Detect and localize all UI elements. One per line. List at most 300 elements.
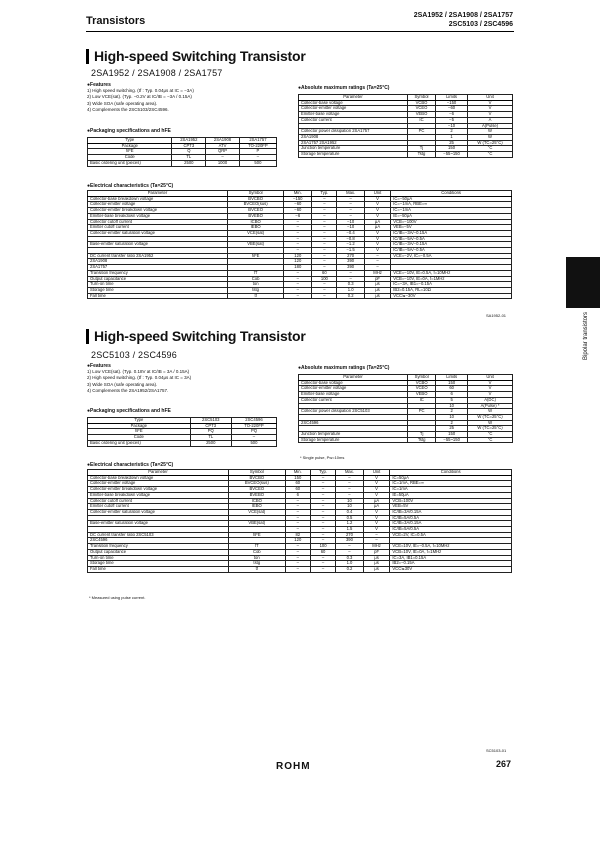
table-cell: −0.4 [337,230,364,236]
table-cell: Junction temperature [299,146,408,152]
table-cell: ton [227,282,283,288]
table-cell: – [310,481,335,487]
table-cell: VEBO [408,392,436,398]
table-cell: μA [364,219,390,225]
table-cell: A [468,117,513,123]
table-cell: – [285,561,310,567]
table-cell: W (TC=25°C) [468,140,513,146]
table-header-cell: Symbol [408,375,436,381]
table-cell: −5 [436,117,468,123]
table-cell: – [285,515,310,521]
table-cell: ton [228,555,285,561]
table-cell: IB2=−0.15A [390,561,512,567]
table-cell: – [285,521,310,527]
table-cell: – [284,242,312,248]
table-cell: IC/IB=−5A/−0.5A [391,236,512,242]
table-cell: – [364,253,390,259]
npn-electrical-note: * Measured using pulse current. [89,595,146,600]
table-cell: VCB=−100V [391,219,512,225]
table-cell: VCE=−2V, IC=−0.5A [391,253,512,259]
table-cell: P [239,149,276,155]
header-part-numbers [414,11,513,29]
table-cell: Code [88,155,172,161]
table-cell: tstg [227,287,283,293]
table-cell: 2500 [172,160,206,166]
table-cell: V [364,230,390,236]
table-cell: 1.5 [336,527,364,533]
table-cell: 150 [436,380,468,386]
table-cell: IC=−50μA [391,196,512,202]
table-cell: V [468,100,513,106]
table-cell: VBE(sat) [228,521,285,527]
table-cell: – [310,532,335,538]
table-cell: VEB=−5V [391,225,512,231]
table-cell: – [310,498,335,504]
table-header-cell: 2SA1908 [206,138,240,144]
table-cell: V [363,487,390,493]
table-cell: Emitter cutoff current [88,225,228,231]
header-divider [86,31,514,32]
table-cell: – [312,225,337,231]
table-cell: 500 [231,440,276,446]
table-header-cell: Unit [468,375,513,381]
table-cell: 0.2 [337,293,364,299]
pnp-absolute-max-table [298,94,513,158]
table-cell: VCEO [408,386,436,392]
table-cell: −60 [436,106,468,112]
table-cell: – [312,242,337,248]
table-header-cell: Unit [468,95,513,101]
table-cell: TL [172,155,206,161]
table-cell: 0.2 [336,566,364,572]
table-cell: Tstg [408,437,436,443]
table-cell: Collector cutoff current [88,219,228,225]
table-header-cell: Min. [285,470,310,476]
table-cell: IC/IB=5A/0.5A [390,515,512,521]
pnp-packaging-heading: ●Packaging specifications and hFE [87,128,171,134]
table-cell: μs [364,293,390,299]
table-cell: −55~150 [436,152,468,158]
table-cell: ICBO [227,219,283,225]
table-cell: Transition frequency [88,270,228,276]
table-cell: IC=−1mA, RBE=∞ [391,202,512,208]
table-cell: BVCEO [227,208,283,214]
table-cell: – [312,253,337,259]
table-cell: 25 [436,426,468,432]
table-cell: Collector-emitter saturation voltage [88,509,229,515]
table-cell: – [312,208,337,214]
table-cell: VCC≒−30V [391,293,512,299]
table-cell: V [363,492,390,498]
table-cell: VEBO [407,112,435,118]
table-cell: 100 [310,544,335,550]
table-header-cell: 2SC5103 [190,418,231,424]
table-header-cell: Symbol [227,191,283,197]
table-cell: 60 [436,386,468,392]
table-cell: Emitter cutoff current [88,504,229,510]
table-cell: IC=1mA [390,487,512,493]
table-cell: W [468,409,513,415]
table-cell: – [312,287,337,293]
table-cell: hFE [228,532,285,538]
table-cell: Collector-emitter voltage [299,386,408,392]
pnp-feature-4: 4) Complements the 2SC5103/2SC4596. [87,107,169,113]
table-cell: – [206,155,240,161]
table-cell: 2SA1757 2SA1952 [299,140,408,146]
table-cell: 270 [337,253,364,259]
table-cell: – [337,202,364,208]
table-cell: hFE [88,149,172,155]
table-row [88,293,512,299]
table-cell: Emitter-base breakdown voltage [88,213,228,219]
table-cell: BVCBO [228,475,285,481]
table-cell: tstg [228,561,285,567]
table-cell: Collector current [299,117,408,123]
table-cell: QRP [206,149,240,155]
table-cell: hFE [227,253,283,259]
table-cell: μA [364,225,390,231]
npn-electrical-heading: ●Electrical characteristics (Ta=25°C) [87,462,174,468]
table-cell: μs [364,287,390,293]
table-cell: IC=50μA [390,475,512,481]
table-cell: IC/IB=−3A/−0.15A [391,230,512,236]
table-cell: 2 [436,409,468,415]
table-cell: V [468,380,513,386]
table-cell: −60 [284,208,312,214]
table-cell: – [284,293,312,299]
table-cell: PC [408,409,436,415]
npn-document-code: SC5103-01 [486,748,507,753]
table-cell: ICBO [228,498,285,504]
table-cell: – [310,555,335,561]
table-cell: 2SC4596 [299,420,408,426]
table-cell: VCE=10V, IE=−0.5A, f=10MHz [390,544,512,550]
table-cell: IC/IB=3A/0.15A [390,509,512,515]
table-cell: MHz [363,544,390,550]
table-cell: V [363,515,390,521]
table-cell: – [312,196,337,202]
header-parts-line1: 2SA1952 / 2SA1908 / 2SA1757 [413,12,513,19]
pnp-packaging-table [87,137,277,167]
table-header-cell: Symbol [228,470,285,476]
pnp-feature-2: 2) Low VCE(sat). (Typ. −0.2V at IC/IB = −3A / 0.15A) [87,94,192,100]
table-cell: Collector-emitter breakdown voltage [88,208,228,214]
table-cell: Transition frequency [88,544,229,550]
table-header-cell: Parameter [299,375,408,381]
table-cell: 10 [336,504,364,510]
table-cell: 120 [285,538,310,544]
table-header-cell: 2SA1757 [239,138,276,144]
table-header-cell: 2SC4596 [231,418,276,424]
table-header-cell: Conditions [390,470,512,476]
table-cell: A(DC) [468,397,513,403]
table-cell: IE=50μA [390,492,512,498]
npn-features-heading: ●Features [87,363,111,369]
table-cell: tf [228,566,285,572]
table-cell: – [284,236,312,242]
table-header-cell: Type [88,418,191,424]
table-cell: Cob [227,276,283,282]
pnp-electrical-heading: ●Electrical characteristics (Ta=25°C) [87,183,174,189]
pnp-features-heading: ●Features [87,82,111,88]
table-cell: VCB=100V [390,498,512,504]
table-cell: VCEO [407,106,435,112]
table-header-cell: Unit [364,191,390,197]
table-cell: 60 [312,270,337,276]
table-cell: −1.5 [337,248,364,254]
table-header-cell: Type [88,138,172,144]
table-cell: 120 [284,259,312,265]
table-cell: DC current transfer ratio 2SA1952 [88,253,228,259]
table-cell: – [284,282,312,288]
table-cell: 5 [436,397,468,403]
pnp-absolute-max-heading: ●Absolute maximum ratings (Ta=25°C) [298,85,390,91]
table-cell: – [285,509,310,515]
table-cell: 0.5 [336,515,364,521]
table-cell: Collector power dissipation 2SA1757 [299,129,408,135]
table-cell: – [310,475,335,481]
table-cell: – [364,259,390,265]
table-cell: Collector-emitter voltage [88,481,229,487]
table-cell: Emitter-base voltage [299,392,408,398]
table-cell: fT [227,270,283,276]
npn-packaging-heading: ●Packaging specifications and hFE [87,408,171,414]
table-header-cell: Unit [363,470,390,476]
table-cell: μs [363,566,390,572]
table-cell: 150 [436,432,468,438]
table-cell: PQ [231,429,276,435]
table-cell: – [285,549,310,555]
table-cell: – [285,498,310,504]
table-cell: 390 [337,265,364,271]
table-cell: BVCEO(sus) [228,481,285,487]
table-cell: Emitter-base voltage [299,112,408,118]
table-cell: TO-220FP [239,143,276,149]
npn-feature-2: 2) High speed switching. (tf : Typ. 0.04μs at IC = 3A) [87,375,192,381]
table-cell: VCC≒30V [390,566,512,572]
table-cell: 0.3 [336,555,364,561]
table-cell: – [336,475,364,481]
table-cell: – [312,259,337,265]
table-header-cell: Parameter [88,191,228,197]
table-cell: Tstg [407,152,435,158]
table-cell: W (TC=25°C) [468,414,513,420]
table-cell: 2500 [190,440,231,446]
table-cell: W (TC=25°C) [468,426,513,432]
table-cell: – [310,504,335,510]
table-cell: pF [364,276,390,282]
table-cell: – [312,213,337,219]
table-cell: IC=−3A, IB1=−0.15A [391,282,512,288]
table-cell: BVEBO [227,213,283,219]
table-cell: IC/IB=3A/0.15A [390,521,512,527]
table-cell: Q [172,149,206,155]
table-cell: 6 [436,392,468,398]
table-cell: VCE=2V, IC=0.5A [390,532,512,538]
table-cell: IC/IB=5A/0.5A [390,527,512,533]
table-cell: – [363,532,390,538]
table-cell: °C [468,432,513,438]
table-cell: – [336,544,364,550]
table-cell: −150 [436,100,468,106]
table-cell: −6 [436,112,468,118]
table-cell: 2 [436,420,468,426]
table-cell: – [312,230,337,236]
table-cell: V [363,481,390,487]
table-cell: Collector-emitter breakdown voltage [88,487,229,493]
table-cell: −10 [436,123,468,129]
table-row [299,152,513,158]
table-cell: – [336,487,364,493]
table-cell: CPT3 [172,143,206,149]
table-cell: – [337,196,364,202]
table-cell: Collector cutoff current [88,498,229,504]
table-cell: – [284,230,312,236]
npn-electrical-table [87,469,512,573]
table-cell: Collector-base breakdown voltage [88,475,229,481]
table-cell: IC [407,117,435,123]
table-cell: VEB=5V [390,504,512,510]
table-cell: Storage temperature [299,437,408,443]
table-cell: V [364,196,390,202]
table-cell: – [312,219,337,225]
table-cell: 6 [285,492,310,498]
table-cell: fT [228,544,285,550]
table-cell: 150 [436,146,468,152]
table-cell: V [468,106,513,112]
pnp-title: High-speed Switching Transistor [86,49,306,64]
table-cell: W [468,420,513,426]
table-cell: 60 [285,487,310,493]
table-cell: Fall time [88,566,229,572]
table-cell: – [310,527,335,533]
table-cell: Code [88,435,191,441]
table-row [88,566,512,572]
table-cell: 10 [436,414,468,420]
table-cell: VCBO [407,100,435,106]
table-cell: °C [468,146,513,152]
table-cell: – [336,492,364,498]
table-cell: tf [227,293,283,299]
table-cell: V [363,509,390,515]
table-cell: Package [88,423,191,429]
table-cell: – [285,566,310,572]
table-cell: V [364,202,390,208]
table-cell: TO-220FP [231,423,276,429]
table-header-cell: Max. [337,191,364,197]
table-cell: – [310,509,335,515]
table-cell: – [310,561,335,567]
table-cell: Base-emitter saturation voltage [88,521,229,527]
table-cell: – [310,487,335,493]
page-number: 267 [496,759,512,769]
table-cell: 500 [239,160,276,166]
table-cell: – [284,270,312,276]
table-cell: – [284,248,312,254]
npn-feature-3: 3) Wide SOA (safe operating area). [87,381,158,387]
table-cell: A(Pulse) [468,123,513,129]
table-cell: hFE [88,429,191,435]
table-cell: Tj [407,146,435,152]
table-cell: – [363,538,390,544]
table-cell: Storage time [88,561,229,567]
pnp-feature-3: 3) Wide SOA (safe operating area). [87,100,158,106]
table-cell: 2 [436,129,468,135]
table-cell: VCB=−10V, IE=0A, f=1MHz [391,276,512,282]
table-cell: −0.8 [337,236,364,242]
table-cell: 1.2 [336,521,364,527]
table-cell: VCE=−10V, IE=0.5A, f=10MHz [391,270,512,276]
table-row [88,160,277,166]
table-cell: V [364,248,390,254]
table-cell: Output capacitance [88,276,228,282]
table-cell: IE=−50μA [391,213,512,219]
table-cell: DC current transfer ratio 2SC5103 [88,532,229,538]
table-cell: −150 [284,196,312,202]
table-cell: IC=−1mA [391,208,512,214]
table-cell: IC/IB=−3A/−0.15A [391,242,512,248]
table-cell: μs [363,555,390,561]
table-cell: – [312,265,337,271]
table-cell: 60 [285,481,310,487]
table-cell: – [312,282,337,288]
table-header-cell: Typ. [312,191,337,197]
table-cell: 1.0 [337,287,364,293]
table-cell: −1.2 [337,242,364,248]
table-cell: – [312,248,337,254]
table-cell: IC [408,397,436,403]
side-category-label: Bipolar transistors [583,311,589,360]
table-cell: IEBO [227,225,283,231]
rohm-logo: ROHM [276,761,311,772]
table-cell: IC=1mA, RBE=∞ [390,481,512,487]
table-cell: Output capacitance [88,549,229,555]
npn-absolute-max-heading: ●Absolute maximum ratings (Ta=25°C) [298,365,390,371]
table-cell: −6 [284,213,312,219]
npn-packaging-table [87,417,277,447]
npn-absolute-max-table [298,374,513,443]
table-cell: 2SA1757 [88,265,228,271]
table-cell: Tj [408,432,436,438]
table-cell: – [284,287,312,293]
table-cell: VBE(sat) [227,242,283,248]
table-cell: – [312,293,337,299]
table-cell: °C [468,437,513,443]
table-cell: Storage temperature [299,152,408,158]
pnp-electrical-table [87,190,512,299]
table-cell: VCE(sat) [228,509,285,515]
table-cell: IEBO [228,504,285,510]
table-cell: 2SC4596 [88,538,229,544]
table-cell: W [468,129,513,135]
table-cell: – [285,504,310,510]
table-cell: TL [190,435,231,441]
table-cell: – [284,219,312,225]
table-row [299,437,513,443]
table-cell: VCE(sat) [227,230,283,236]
table-cell: VCBO [408,380,436,386]
table-header-cell: Min. [284,191,312,197]
table-cell: BVCBO [227,196,283,202]
table-cell: BVCEO(sus) [227,202,283,208]
table-cell: – [310,515,335,521]
table-cell: – [336,481,364,487]
pnp-features [87,82,292,114]
table-cell: Collector-base voltage [299,380,408,386]
table-cell: – [337,208,364,214]
table-cell: ATV [206,143,240,149]
table-cell: Package [88,143,172,149]
